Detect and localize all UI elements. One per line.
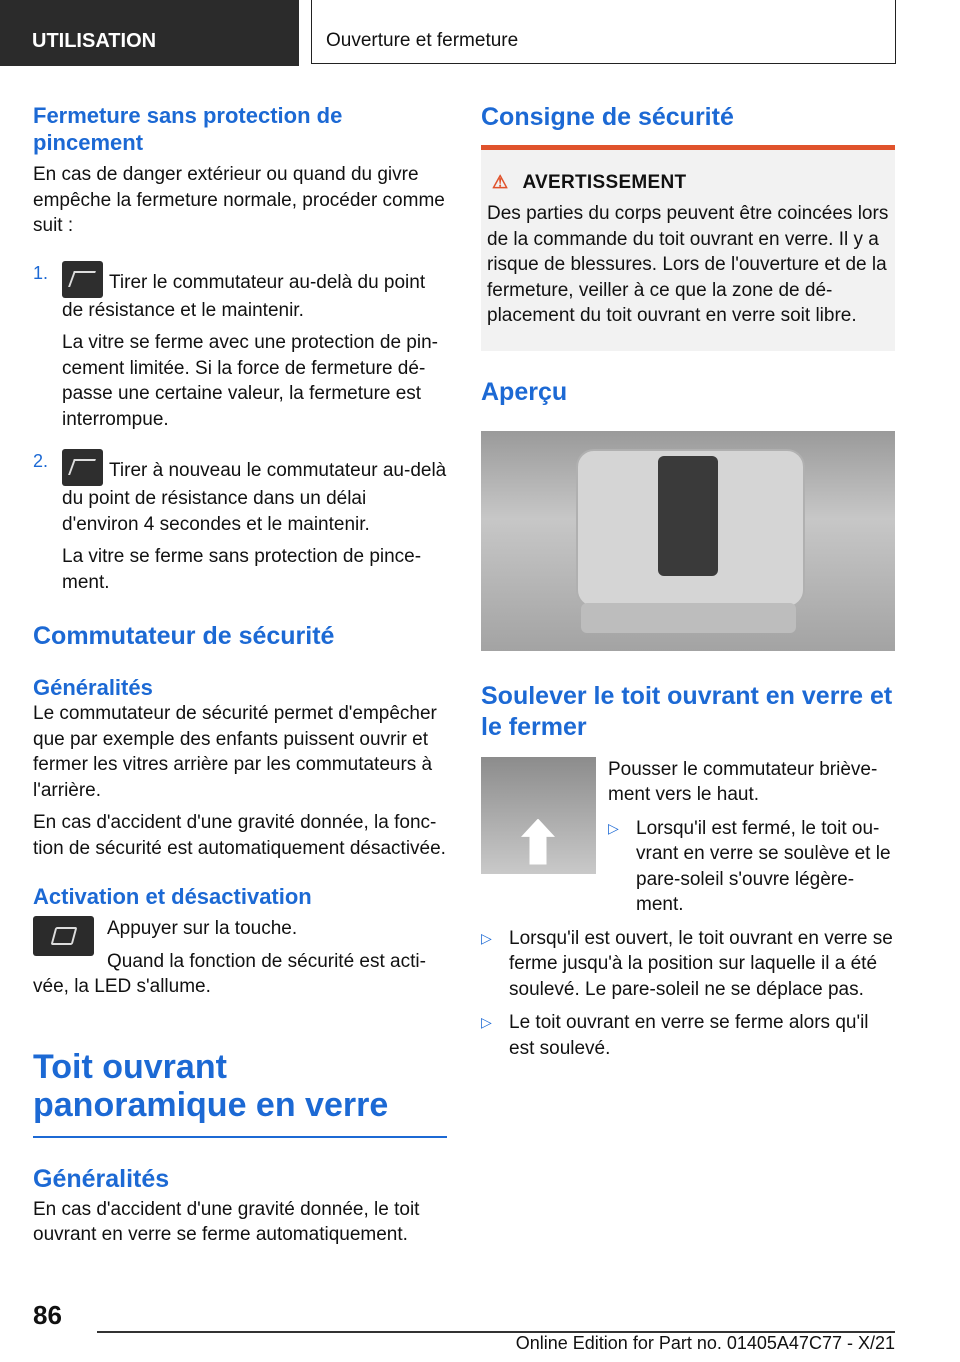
- overview-image: [481, 431, 895, 651]
- topic-label: Ouverture et fermeture: [311, 0, 896, 64]
- step-text: Tirer à nouveau le commutateur au-delà du point de résistance dans un délai d'environ 4 secondes et le maintenir.: [62, 460, 447, 535]
- heading-safety-switch: Commutateur de sécurité: [33, 622, 335, 650]
- generalities-text-1: Le commutateur de sécurité permet d'empêcher que par exemple des enfants puissent ouvrir et fermer les vitres arrière par les commutateurs à l'arrière.: [33, 703, 437, 801]
- footer-edition: Online Edition for Part no. 01405A47C77 - X/21: [515, 1333, 895, 1353]
- activation-text-1: Appuyer sur la touche.: [107, 918, 298, 939]
- step-note: La vitre se ferme avec une protection de pincement limitée. Si la force de fermeture dépasse une certaine valeur, la fermeture est interrompue.: [62, 332, 438, 430]
- step-2: [33, 449, 447, 595]
- section-label: UTILISATION: [0, 0, 299, 66]
- bullet-triangle-icon: ▷: [608, 819, 619, 836]
- step-text: Tirer le commutateur au-delà du point de résistance et le maintenir.: [62, 271, 426, 321]
- page-header: [0, 0, 960, 66]
- bullet-triangle-icon: ▷: [481, 1014, 492, 1030]
- warning-label: AVERTISSEMENT: [522, 172, 687, 193]
- warning-triangle-icon: ⚠: [492, 172, 509, 192]
- bullet-triangle-icon: ▷: [481, 929, 492, 946]
- heading-activation: Activation et désactivation: [33, 884, 312, 909]
- step-number: 1.: [33, 262, 49, 283]
- warning-text: Des parties du corps peuvent être coincées lors de la commande du toit ouvrant en verre. Il y a risque de blessures. Lors de l'ouverture et de la fermeture, veiller à ce que la zone de déplacement du toit ouvrant en verre soit libre.: [487, 203, 889, 326]
- chapter-title: Toit ouvrant panoramique en verre: [33, 1047, 389, 1124]
- activation-block: [33, 916, 447, 1000]
- step-1: [33, 261, 447, 433]
- intro-text: En cas de danger extérieur ou quand du givre empêche la fermeture normale, procéder comme suit :: [33, 164, 445, 236]
- bullet-item: [608, 816, 895, 918]
- generalities-2-text: En cas d'accident d'une gravité donnée, le toit ouvrant en verre se ferme automatiquement.: [33, 1198, 420, 1245]
- heading-safety-notice: Consigne de sécurité: [481, 103, 734, 131]
- heading-closing-without-protection: Fermeture sans protection de pincement: [33, 103, 343, 155]
- right-column: [481, 102, 895, 1061]
- bullet-text: Lorsqu'il est fermé, le toit ouvrant en verre se soulève et le pare-soleil s'ouvre légèrement.: [636, 817, 891, 915]
- sunroof-switch: [658, 456, 718, 576]
- left-column: [33, 102, 447, 1248]
- push-up-image: [481, 757, 596, 874]
- up-arrow-icon: [521, 819, 555, 865]
- heading-generalities-2: Généralités: [33, 1164, 170, 1193]
- safety-switch-icon: [33, 916, 94, 956]
- activation-text-2: Quand la fonction de sécurité est activée, la LED s'allume.: [33, 950, 426, 997]
- bullet-item: [481, 926, 895, 1003]
- bullet-text: Le toit ouvrant en verre se ferme alors qu'il est soulevé.: [509, 1012, 869, 1059]
- button-strip: [581, 603, 796, 633]
- chapter-rule: [33, 1136, 447, 1138]
- lift-text: Pousser le commutateur brièvement vers le haut.: [608, 758, 878, 805]
- bullet-item: [481, 1010, 895, 1061]
- generalities-text-2: En cas d'accident d'une gravité donnée, la fonction de sécurité est automatiquement désactivée.: [33, 812, 446, 859]
- page-number: 86: [33, 1300, 62, 1330]
- lift-block: [481, 757, 895, 918]
- window-switch-icon: [62, 449, 103, 486]
- step-note: La vitre se ferme sans protection de pincement.: [62, 546, 422, 593]
- window-switch-icon: [62, 261, 103, 298]
- heading-lift-close: Soulever le toit ouvrant en verre et le fermer: [481, 681, 893, 741]
- step-number: 2.: [33, 451, 49, 471]
- heading-overview: Aperçu: [481, 377, 568, 406]
- warning-box: [481, 145, 895, 351]
- bullet-text: Lorsqu'il est ouvert, le toit ouvrant en verre se ferme jusqu'à la position sur laquelle il a été soulevé. Le pare-soleil ne se déplace pas.: [509, 927, 893, 1000]
- heading-generalities: Généralités: [33, 675, 153, 700]
